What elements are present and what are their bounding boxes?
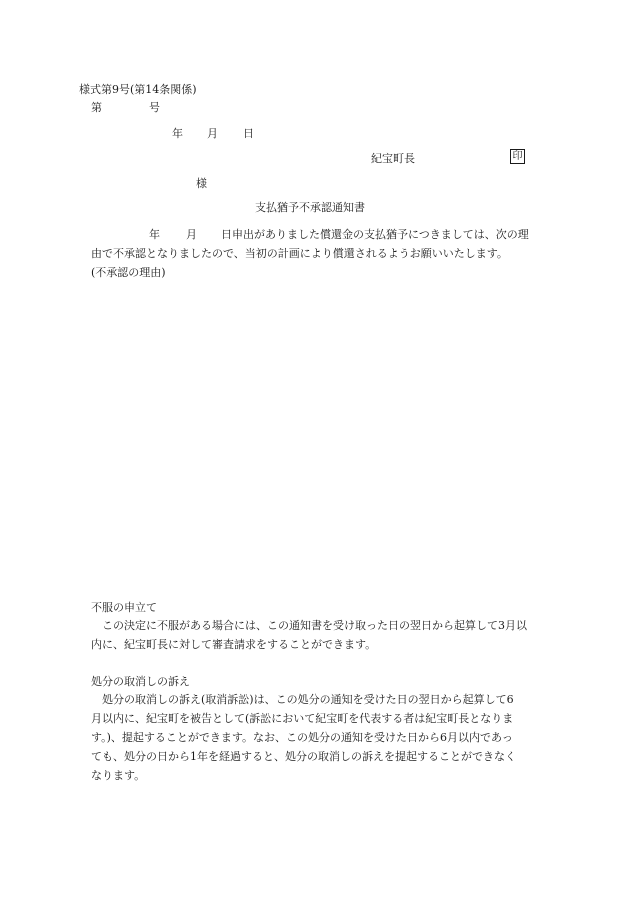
revocation-line1: 処分の取消しの訴え(取消訴訟)は、この処分の通知を受けた日の翌日から起算して6 [102,693,514,706]
date-year: 年 [172,127,183,140]
revocation-heading: 処分の取消しの訴え [91,675,190,688]
body-text-line1: 日申出がありました償還金の支払猶予につきましては、次の理 [221,228,529,241]
addressee-suffix: 様 [196,177,207,190]
revocation-line4: ても、処分の日から1年を経過すると、処分の取消しの訴えを提起することができなく [91,750,516,763]
objection-line2: 内に、紀宝町長に対して審査請求をすることができます。 [91,638,377,651]
date-month: 月 [207,127,218,140]
date-day: 日 [243,127,254,140]
number-suffix: 号 [149,101,160,114]
number-prefix: 第 [91,101,102,114]
body-year: 年 [149,228,160,241]
revocation-line5: なります。 [91,769,146,782]
document-title: 支払猶予不承認通知書 [255,201,365,214]
body-text-line2: 由で不承認となりましたので、当初の計画により償還されるようお願いいたします。 [91,247,508,260]
objection-heading: 不服の申立て [91,601,157,614]
revocation-line3: す。)、提起することができます。なお、この処分の通知を受けた日から6月以内であっ [91,731,513,744]
revocation-line2: 月以内に、紀宝町を被告として(訴訟において紀宝町を代表する者は紀宝町長となりま [91,712,514,725]
objection-line1: この決定に不服がある場合には、この通知書を受け取った日の翌日から起算して3月以 [102,619,527,632]
body-month: 月 [186,228,197,241]
reason-label: (不承認の理由) [91,266,166,279]
issuer-title: 紀宝町長 [371,152,415,165]
form-label: 様式第9号(第14条関係) [79,83,197,96]
seal-mark: 印 [510,149,525,164]
